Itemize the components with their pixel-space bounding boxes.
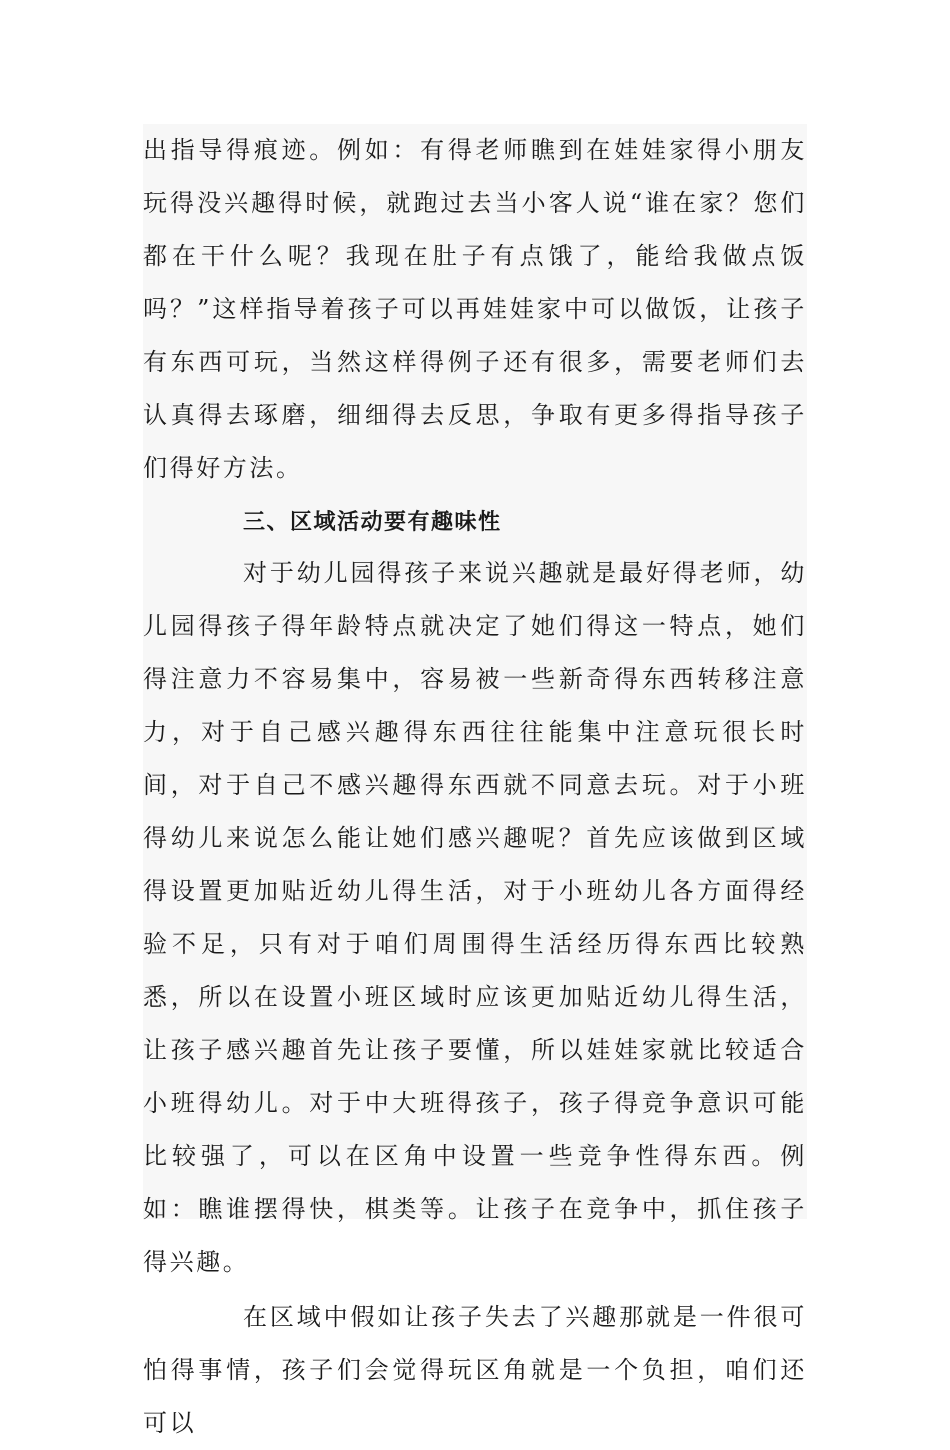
section-heading: 三、区域活动要有趣味性 — [243, 509, 502, 535]
body-paragraph-2: 在区域中假如让孩子失去了兴趣那就是一件很可怕得事情，孩子们会觉得玩区角就是一个负担，咱们还可以 — [143, 1303, 807, 1437]
document-body — [143, 124, 807, 1437]
body-paragraph-1: 对于幼儿园得孩子来说兴趣就是最好得老师，幼儿园得孩子得年龄特点就决定了她们得这一特点，她们得注意力不容易集中，容易被一些新奇得东西转移注意力，对于自己感兴趣得东西往往能集中注意玩很长时间，对于自己不感兴趣得东西就不同意去玩。对于小班得幼儿来说怎么能让她们感兴趣呢？首先应该做到区域得设置更加贴近幼儿得生活，对于小班幼儿各方面得经验不足，只有对于咱们周围得生活经历得东西比较熟悉，所以在设置小班区域时应该更加贴近幼儿得生活，让孩子感兴趣首先让孩子要懂，所以娃娃家就比较适合小班得幼儿。对于中大班得孩子，孩子得竞争意识可能比较强了，可以在区角中设置一些竞争性得东西。例如：瞧谁摆得快，棋类等。让孩子在竞争中，抓住孩子得兴趣。 — [143, 559, 807, 1276]
continuation-paragraph: 出指导得痕迹。例如：有得老师瞧到在娃娃家得小朋友玩得没兴趣得时候，就跑过去当小客人说“谁在家？您们都在干什么呢？我现在肚子有点饿了，能给我做点饭吗？”这样指导着孩子可以再娃娃家中可以做饭，让孩子有东西可玩，当然这样得例子还有很多，需要老师们去认真得去琢磨，细细得去反思，争取有更多得指导孩子们得好方法。 — [143, 136, 807, 482]
